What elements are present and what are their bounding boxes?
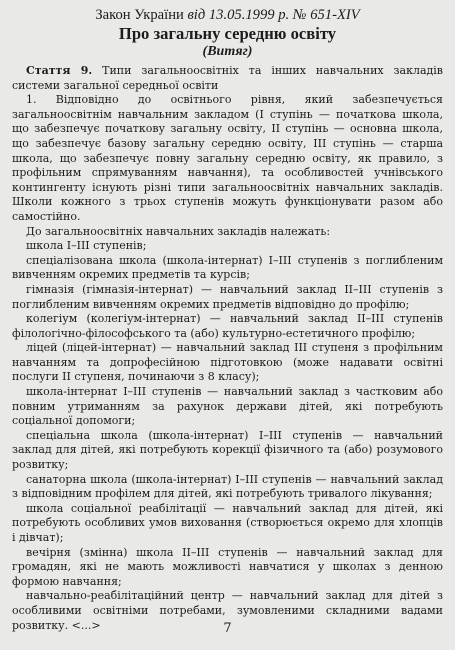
school-types-list <box>12 239 443 633</box>
article-heading-text: Типи загальноосвітніх та інших навчальних закладів системи загальної середньої освіти <box>12 64 444 92</box>
list-item: спеціальна школа (школа-інтернат) I–III ступенів — навчальний заклад для дітей, які потребують корекції фізичного та (або) розумового розвитку; <box>12 428 443 472</box>
list-item: колегіум (колегіум-інтернат) — навчальний заклад II–III ступенів філологічно-філософського та (або) культурно-естетичного профілю; <box>12 312 443 340</box>
list-item: санаторна школа (школа-інтернат) I–III ступенів — навчальний заклад з відповідним профілем для дітей, які потребують тривалого лікування; <box>12 472 443 501</box>
list-intro: До загальноосвітніх навчальних закладів належать: <box>26 224 331 238</box>
list-item: ліцей (ліцей-інтернат) — навчальний заклад III ступеня з профільним навчанням та допрофесійною підготовкою (може надавати освітні послуги II ступеня, починаючи з 8 класу); <box>12 341 443 384</box>
list-item: гімназія (гімназія-інтернат) — навчальний заклад II–III ступенів з поглибленим вивченням окремих предметів відповідно до профілю; <box>12 282 443 311</box>
document-subtitle: (Витяг) <box>202 44 253 59</box>
document-body <box>12 64 443 633</box>
document-page <box>12 6 443 648</box>
list-item: вечірня (змінна) школа II–III ступенів — навчальний заклад для громадян, які не мають можливості навчатися у школах з денною формою навчання; <box>12 545 443 588</box>
list-item: спеціалізована школа (школа-інтернат) I–III ступенів з поглибленим вивченням окремих предметів та курсів; <box>12 253 443 282</box>
article-heading <box>12 64 443 93</box>
article-paragraph: 1. Відповідно до освітнього рівня, який забезпечується загальноосвітнім навчальним закладом (I ступінь — початкова школа, що забезпечує початкову загальну освіту, II ступінь — основна школа, що забезпечує базову загальну середню освіту, III ступінь — старша школа, що забезпечує повну загальну середню освіту, як правило, з профільним спрямуванням навчання), та особливостей учнівського контингенту існують різні типи загальноосвітніх навчальних закладів. Школи кожного з трьох ступенів можуть функціонувати разом або самостійно. <box>12 93 443 223</box>
document-title: Про загальну середню освіту <box>118 24 337 43</box>
list-item: школа-інтернат I–III ступенів — навчальний заклад з частковим або повним утриманням за рахунок держави дітей, які потребують соціальної допомоги; <box>12 385 443 428</box>
list-item: навчально-реабілітаційний центр — навчальний заклад для дітей з особливими освітніми потребами, зумовленими складними вадами розвитку. <...> <box>12 589 443 632</box>
list-item: школа соціальної реабілітації — навчальний заклад для дітей, які потребують особливих умов виховання (створюється окремо для хлопців і дівчат); <box>12 501 443 544</box>
page-number: 7 <box>223 621 232 636</box>
article-label: Стаття 9. <box>26 64 93 77</box>
law-reference-date-number: від 13.05.1999 р. № 651-XIV <box>187 7 360 23</box>
law-reference <box>12 6 443 24</box>
law-reference-lead: Закон України <box>95 7 184 23</box>
list-item: школа I–III ступенів; <box>26 239 147 253</box>
